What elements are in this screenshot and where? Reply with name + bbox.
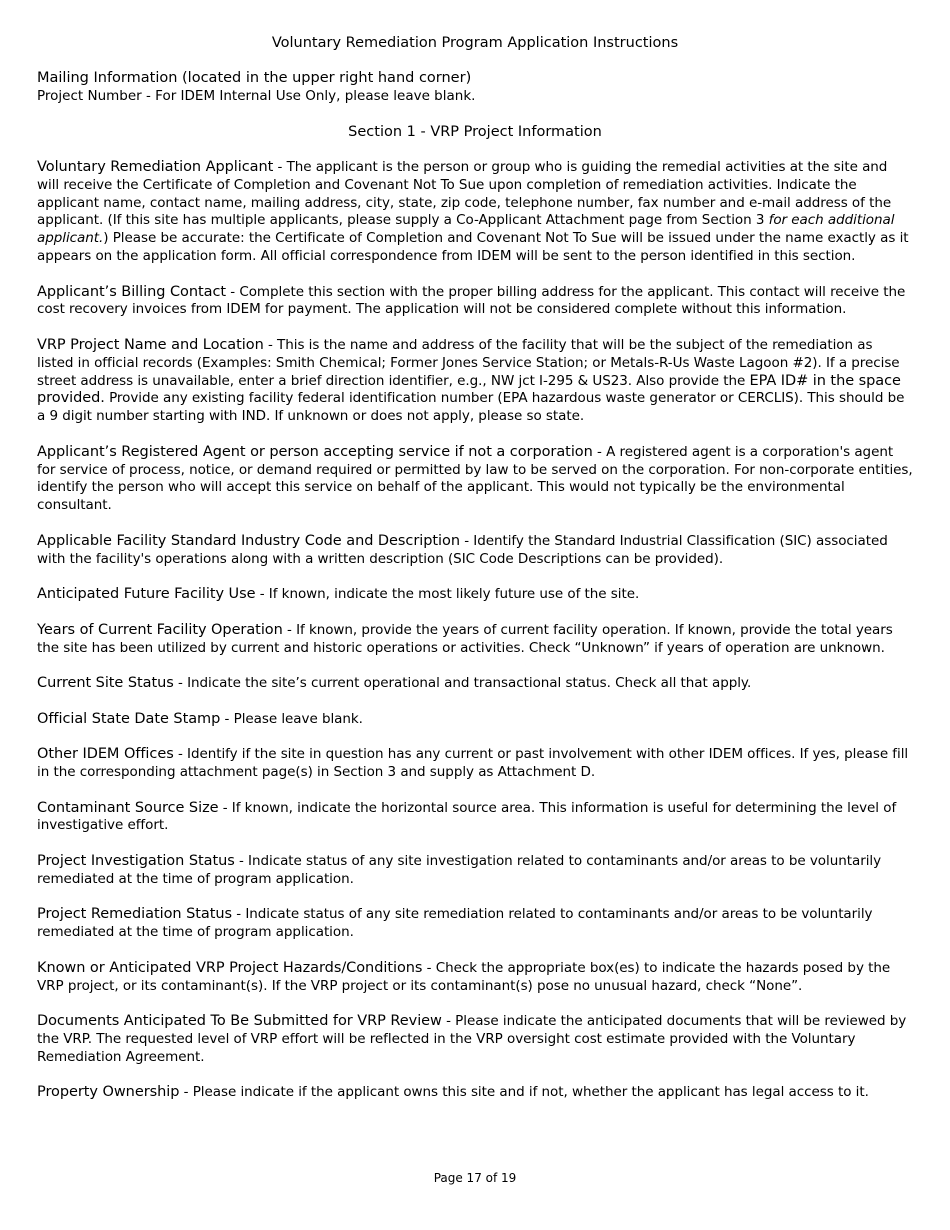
entry-text: - A registered agent is a corporation's agent for service of process, notice, or demand required or permitted by law to be served on the corporation. For non-corporate entities, identify the person who will accept this service on behalf of the applicant. This would not typically be the environmental consultant.: [37, 443, 913, 514]
mailing-heading: Mailing Information (located in the upper right hand corner): [37, 70, 472, 86]
entry-future-use: [37, 586, 913, 604]
entry-applicant: [37, 159, 913, 266]
entry-registered-agent: [37, 444, 913, 515]
entry-text-italic: for each additional applicant.: [37, 212, 895, 247]
entry-text: - Indicate the site’s current operational and transactional status. Check all that apply.: [173, 675, 752, 692]
entry-billing-contact: [37, 284, 913, 320]
entry-text: - Please leave blank.: [220, 710, 363, 727]
entry-documents: [37, 1013, 913, 1066]
project-number-note: Project Number - For IDEM Internal Use Only, please leave blank.: [37, 87, 476, 104]
entry-term: Years of Current Facility Operation: [37, 621, 283, 638]
entry-source-size: [37, 800, 913, 836]
entry-term: Applicant’s Billing Contact: [37, 283, 227, 300]
entry-text: - Identify if the site in question has any current or past involvement with other IDEM offices. If yes, please fill in the corresponding attachment page(s) in Section 3 and supply as Attachment D.: [37, 746, 909, 781]
entry-text: - Complete this section with the proper billing address for the applicant. This contact will receive the cost recovery invoices from IDEM for payment. The application will not be considered complete without this information.: [37, 283, 906, 318]
entry-term: Project Investigation Status: [37, 853, 235, 870]
entry-text: - If known, indicate the horizontal source area. This information is useful for determining the level of investigative effort.: [37, 799, 897, 834]
entry-remediation-status: [37, 906, 913, 942]
entry-term: Property Ownership: [37, 1084, 180, 1101]
entry-investigation-status: [37, 853, 913, 889]
page-number-footer: Page 17 of 19: [433, 1171, 517, 1185]
entry-text: Provide any existing facility federal identification number (EPA hazardous waste generator or CERCLIS). This should be a 9 digit number starting with IND. If unknown or does not apply, please so state.: [37, 390, 905, 425]
entry-term: Current Site Status: [37, 675, 174, 692]
document-title: Voluntary Remediation Program Application Instructions: [271, 35, 679, 51]
entry-text: - Check the appropriate box(es) to indicate the hazards posed by the VRP project, or its contaminant(s). If the VRP project or its contaminant(s) pose no unusual hazard, check “None”.: [37, 959, 891, 994]
entry-text: - If known, provide the years of current facility operation. If known, provide the total years the site has been utilized by current and historic operations or activities. Check “Unknown” if years of operation are unknown.: [37, 621, 893, 656]
entry-term-epa-id: EPA ID# in the space provided.: [37, 372, 901, 407]
entry-term: Project Remediation Status: [37, 906, 233, 923]
entry-site-status: [37, 675, 913, 693]
entry-text: ) Please be accurate: the Certificate of Completion and Covenant Not To Sue will be issued under the name exactly as it appears on the application form. All official correspondence from IDEM will be sent to the person identified in this section.: [37, 230, 909, 264]
document-page: [37, 34, 913, 1120]
entry-text: - Please indicate if the applicant owns this site and if not, whether the applicant has legal access to it.: [179, 1084, 869, 1101]
entry-project-name: [37, 337, 913, 426]
section-title: Section 1 - VRP Project Information: [348, 124, 602, 140]
entry-text: - Indicate status of any site investigation related to contaminants and/or areas to be voluntarily remediated at the time of program application.: [37, 853, 882, 887]
entry-text: - Identify the Standard Industrial Classification (SIC) associated with the facility's operations along with a written description (SIC Code Descriptions can be provided).: [37, 532, 888, 567]
entry-text: - If known, indicate the most likely future use of the site.: [255, 586, 640, 603]
entry-other-offices: [37, 746, 913, 782]
entry-hazards: [37, 960, 913, 996]
entry-years-operation: [37, 622, 913, 658]
entry-term: Contaminant Source Size: [37, 799, 219, 816]
entry-term: Applicable Facility Standard Industry Code and Description: [37, 532, 460, 549]
entry-term: Other IDEM Offices: [37, 746, 174, 763]
entry-term: VRP Project Name and Location: [37, 336, 264, 353]
entry-term: Known or Anticipated VRP Project Hazards/Conditions: [37, 959, 423, 976]
entry-term: Voluntary Remediation Applicant: [37, 159, 274, 175]
entry-term: Anticipated Future Facility Use: [37, 586, 256, 603]
entry-text: - Indicate status of any site remediation related to contaminants and/or areas to be voluntarily remediated at the time of program application.: [37, 906, 873, 941]
entry-property-ownership: [37, 1084, 913, 1102]
entry-term: Applicant’s Registered Agent or person accepting service if not a corporation: [37, 443, 593, 460]
entry-sic-code: [37, 533, 913, 569]
entry-text: - The applicant is the person or group who is guiding the remedial activities at the site and will receive the Certificate of Completion and Covenant Not To Sue upon completion of remediation activities. Indicate the applicant name, contact name, mailing address, city, state, zip code, telephone number, fax number and e-mail address of the applicant. (If this site has multiple applicants, please supply a Co-Applicant Attachment page from Section 3: [37, 159, 892, 229]
entry-text: - This is the name and address of the facility that will be the subject of the remediation as listed in official records (Examples: Smith Chemical; Former Jones Service Station; or Metals-R-Us Waste Lagoon #2). If a precise street address is unavailable, enter a brief direction identifier, e.g., NW jct I-295 & US23. Also provide the: [37, 336, 900, 389]
entry-term: Documents Anticipated To Be Submitted for VRP Review: [37, 1013, 442, 1030]
entry-term: Official State Date Stamp: [37, 710, 221, 727]
mailing-information: [37, 70, 913, 105]
entry-date-stamp: [37, 711, 913, 729]
entry-text: - Please indicate the anticipated documents that will be reviewed by the VRP. The requested level of VRP effort will be reflected in the VRP oversight cost estimate provided with the Voluntary Remediation Agreement.: [37, 1013, 907, 1065]
